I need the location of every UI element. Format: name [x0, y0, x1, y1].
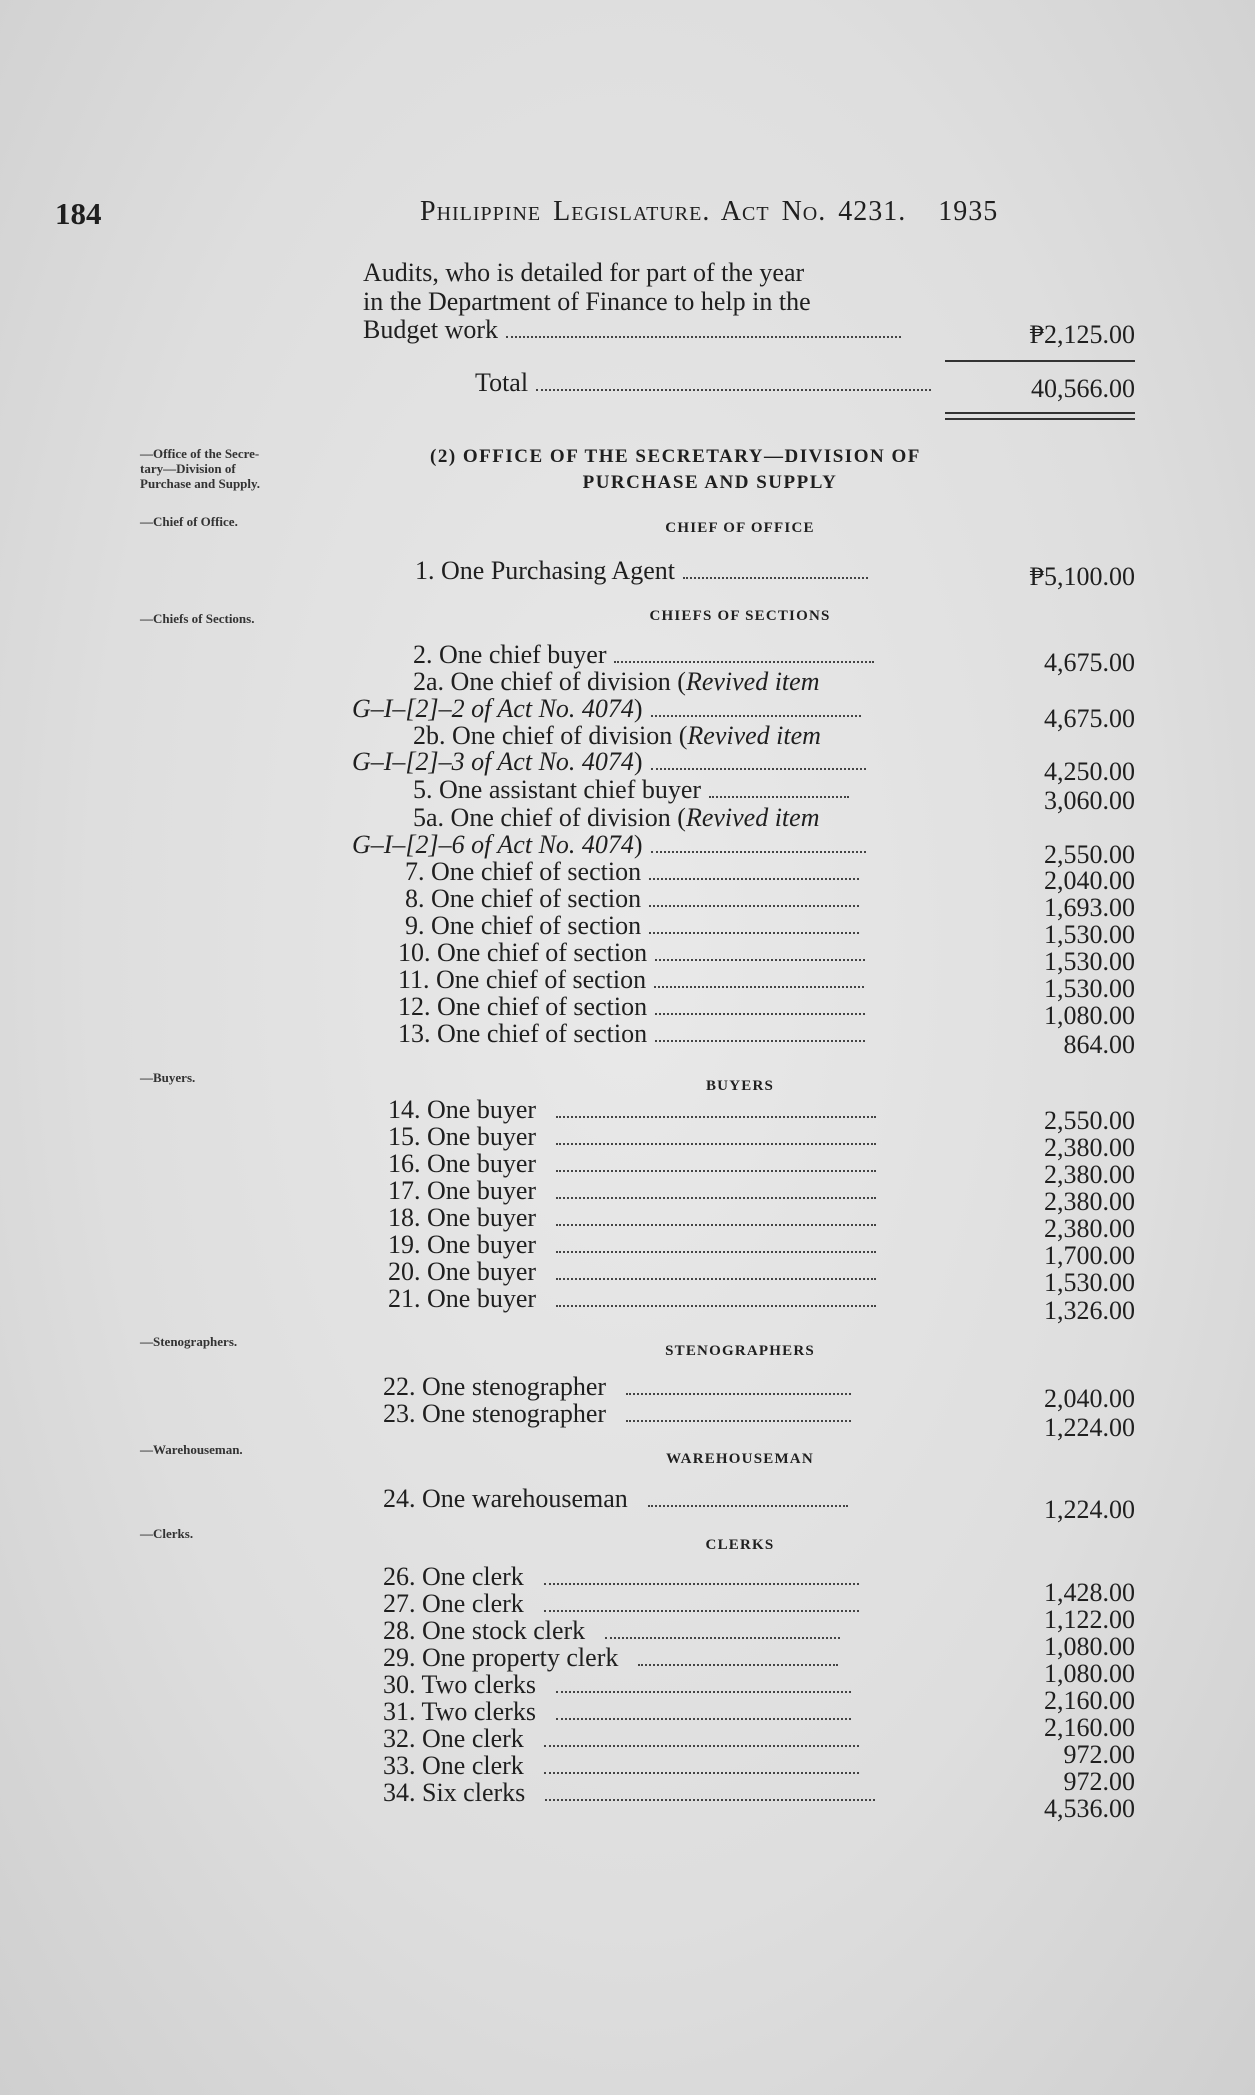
list-item: 5. One assistant chief buyer	[413, 775, 849, 805]
list-item: 11. One chief of section	[398, 965, 864, 995]
item-amount: 2,040.00	[1044, 1384, 1135, 1413]
list-item: 22. One stenographer	[383, 1372, 851, 1402]
list-item: 33. One clerk	[383, 1751, 859, 1781]
list-item: 5a. One chief of division (Revived item	[413, 803, 820, 832]
item-amount: 1,326.00	[1044, 1296, 1135, 1325]
item-amount: 4,250.00	[1044, 757, 1135, 786]
margin-note-buyers: —Buyers.	[140, 1070, 196, 1085]
item-amount: 864.00	[1063, 1030, 1135, 1059]
list-item: 27. One clerk	[383, 1589, 859, 1619]
intro-line-3: Budget work	[363, 315, 901, 345]
heading-chief-of-office: CHIEF OF OFFICE	[665, 520, 815, 536]
section-title-line-2: PURCHASE AND SUPPLY	[582, 472, 838, 493]
list-item-cont: G–I–[2]–6 of Act No. 4074)	[352, 830, 866, 860]
item-amount: 1,693.00	[1044, 893, 1135, 922]
item-amount: 972.00	[1063, 1740, 1135, 1769]
item-amount: 1,122.00	[1044, 1605, 1135, 1634]
margin-note-chief-of-office: —Chief of Office.	[140, 514, 238, 529]
list-item: 32. One clerk	[383, 1724, 859, 1754]
heading-buyers: BUYERS	[705, 1078, 775, 1094]
item-amount: 2,380.00	[1044, 1214, 1135, 1243]
list-item: 23. One stenographer	[383, 1399, 851, 1429]
list-item: 16. One buyer	[388, 1149, 876, 1179]
margin-note-chiefs-of-sections: —Chiefs of Sections.	[140, 611, 255, 626]
header-act: Act No. 4231.	[720, 196, 907, 227]
page-number: 184	[55, 196, 102, 231]
running-header	[420, 196, 998, 228]
item-amount: 4,536.00	[1044, 1794, 1135, 1823]
list-item: 18. One buyer	[388, 1203, 876, 1233]
item-amount: 2,550.00	[1044, 1106, 1135, 1135]
margin-note-division: —Office of the Secre- tary—Division of Purchase and Supply.	[140, 446, 261, 491]
item-amount: ₱5,100.00	[1029, 562, 1135, 591]
list-item: 30. Two clerks	[383, 1670, 851, 1700]
list-item: 1. One Purchasing Agent	[415, 556, 868, 586]
item-amount: 1,530.00	[1044, 974, 1135, 1003]
list-item: 31. Two clerks	[383, 1697, 851, 1727]
item-amount: 972.00	[1063, 1767, 1135, 1796]
list-item-cont: G–I–[2]–2 of Act No. 4074)	[352, 694, 861, 724]
item-amount: 2,380.00	[1044, 1160, 1135, 1189]
list-item: 10. One chief of section	[398, 938, 865, 968]
intro-line-2: in the Department of Finance to help in the	[363, 287, 811, 316]
list-item: 29. One property clerk	[383, 1643, 838, 1673]
list-item: 24. One warehouseman	[383, 1484, 848, 1514]
list-item: 21. One buyer	[388, 1284, 876, 1314]
total-rule-2	[945, 418, 1135, 420]
item-amount: 4,675.00	[1044, 704, 1135, 733]
item-amount: 1,080.00	[1044, 1659, 1135, 1688]
item-amount: 3,060.00	[1044, 786, 1135, 815]
total-amount: 40,566.00	[1031, 374, 1135, 403]
item-amount: 2,160.00	[1044, 1686, 1135, 1715]
item-amount: 2,380.00	[1044, 1187, 1135, 1216]
item-amount: 1,080.00	[1044, 1001, 1135, 1030]
list-item: 12. One chief of section	[398, 992, 865, 1022]
item-amount: 2,040.00	[1044, 866, 1135, 895]
list-item: 15. One buyer	[388, 1122, 876, 1152]
intro-amount: ₱2,125.00	[1029, 320, 1135, 349]
item-amount: 1,428.00	[1044, 1578, 1135, 1607]
list-item: 34. Six clerks	[383, 1778, 875, 1808]
list-item: 19. One buyer	[388, 1230, 876, 1260]
item-amount: 1,700.00	[1044, 1241, 1135, 1270]
item-amount: 1,080.00	[1044, 1632, 1135, 1661]
list-item: 26. One clerk	[383, 1562, 859, 1592]
list-item: 20. One buyer	[388, 1257, 876, 1287]
list-item: 7. One chief of section	[405, 857, 859, 887]
margin-note-warehouseman: —Warehouseman.	[140, 1442, 243, 1457]
list-item: 17. One buyer	[388, 1176, 876, 1206]
heading-clerks: CLERKS	[705, 1537, 775, 1553]
item-amount: 4,675.00	[1044, 648, 1135, 677]
list-item-cont: G–I–[2]–3 of Act No. 4074)	[352, 747, 866, 777]
list-item: 14. One buyer	[388, 1095, 876, 1125]
item-amount: 1,530.00	[1044, 920, 1135, 949]
list-item: 2. One chief buyer	[413, 640, 874, 670]
list-item: 8. One chief of section	[405, 884, 859, 914]
heading-warehouseman: WAREHOUSEMAN	[666, 1451, 814, 1467]
list-item: 2a. One chief of division (Revived item	[413, 667, 820, 696]
margin-note-stenographers: —Stenographers.	[140, 1334, 238, 1349]
item-amount: 1,530.00	[1044, 947, 1135, 976]
heading-chiefs-of-sections: CHIEFS OF SECTIONS	[649, 608, 831, 624]
subtotal-rule	[945, 360, 1135, 362]
total-rule-1	[945, 412, 1135, 414]
item-amount: 1,224.00	[1044, 1495, 1135, 1524]
section-title-line-1: (2) OFFICE OF THE SECRETARY—DIVISION OF	[430, 446, 921, 467]
list-item: 9. One chief of section	[405, 911, 859, 941]
header-year: 1935	[938, 196, 999, 227]
item-amount: 1,224.00	[1044, 1413, 1135, 1442]
header-title: Philippine Legislature.	[420, 196, 711, 227]
item-amount: 1,530.00	[1044, 1268, 1135, 1297]
list-item: 13. One chief of section	[398, 1019, 865, 1049]
intro-line-1: Audits, who is detailed for part of the year	[363, 258, 805, 287]
list-item: 2b. One chief of division (Revived item	[413, 721, 821, 750]
heading-stenographers: STENOGRAPHERS	[665, 1343, 815, 1359]
total-label: Total	[475, 368, 931, 398]
item-amount: 2,550.00	[1044, 840, 1135, 869]
list-item: 28. One stock clerk	[383, 1616, 840, 1646]
item-amount: 2,380.00	[1044, 1133, 1135, 1162]
item-amount: 2,160.00	[1044, 1713, 1135, 1742]
margin-note-clerks: —Clerks.	[140, 1526, 194, 1541]
